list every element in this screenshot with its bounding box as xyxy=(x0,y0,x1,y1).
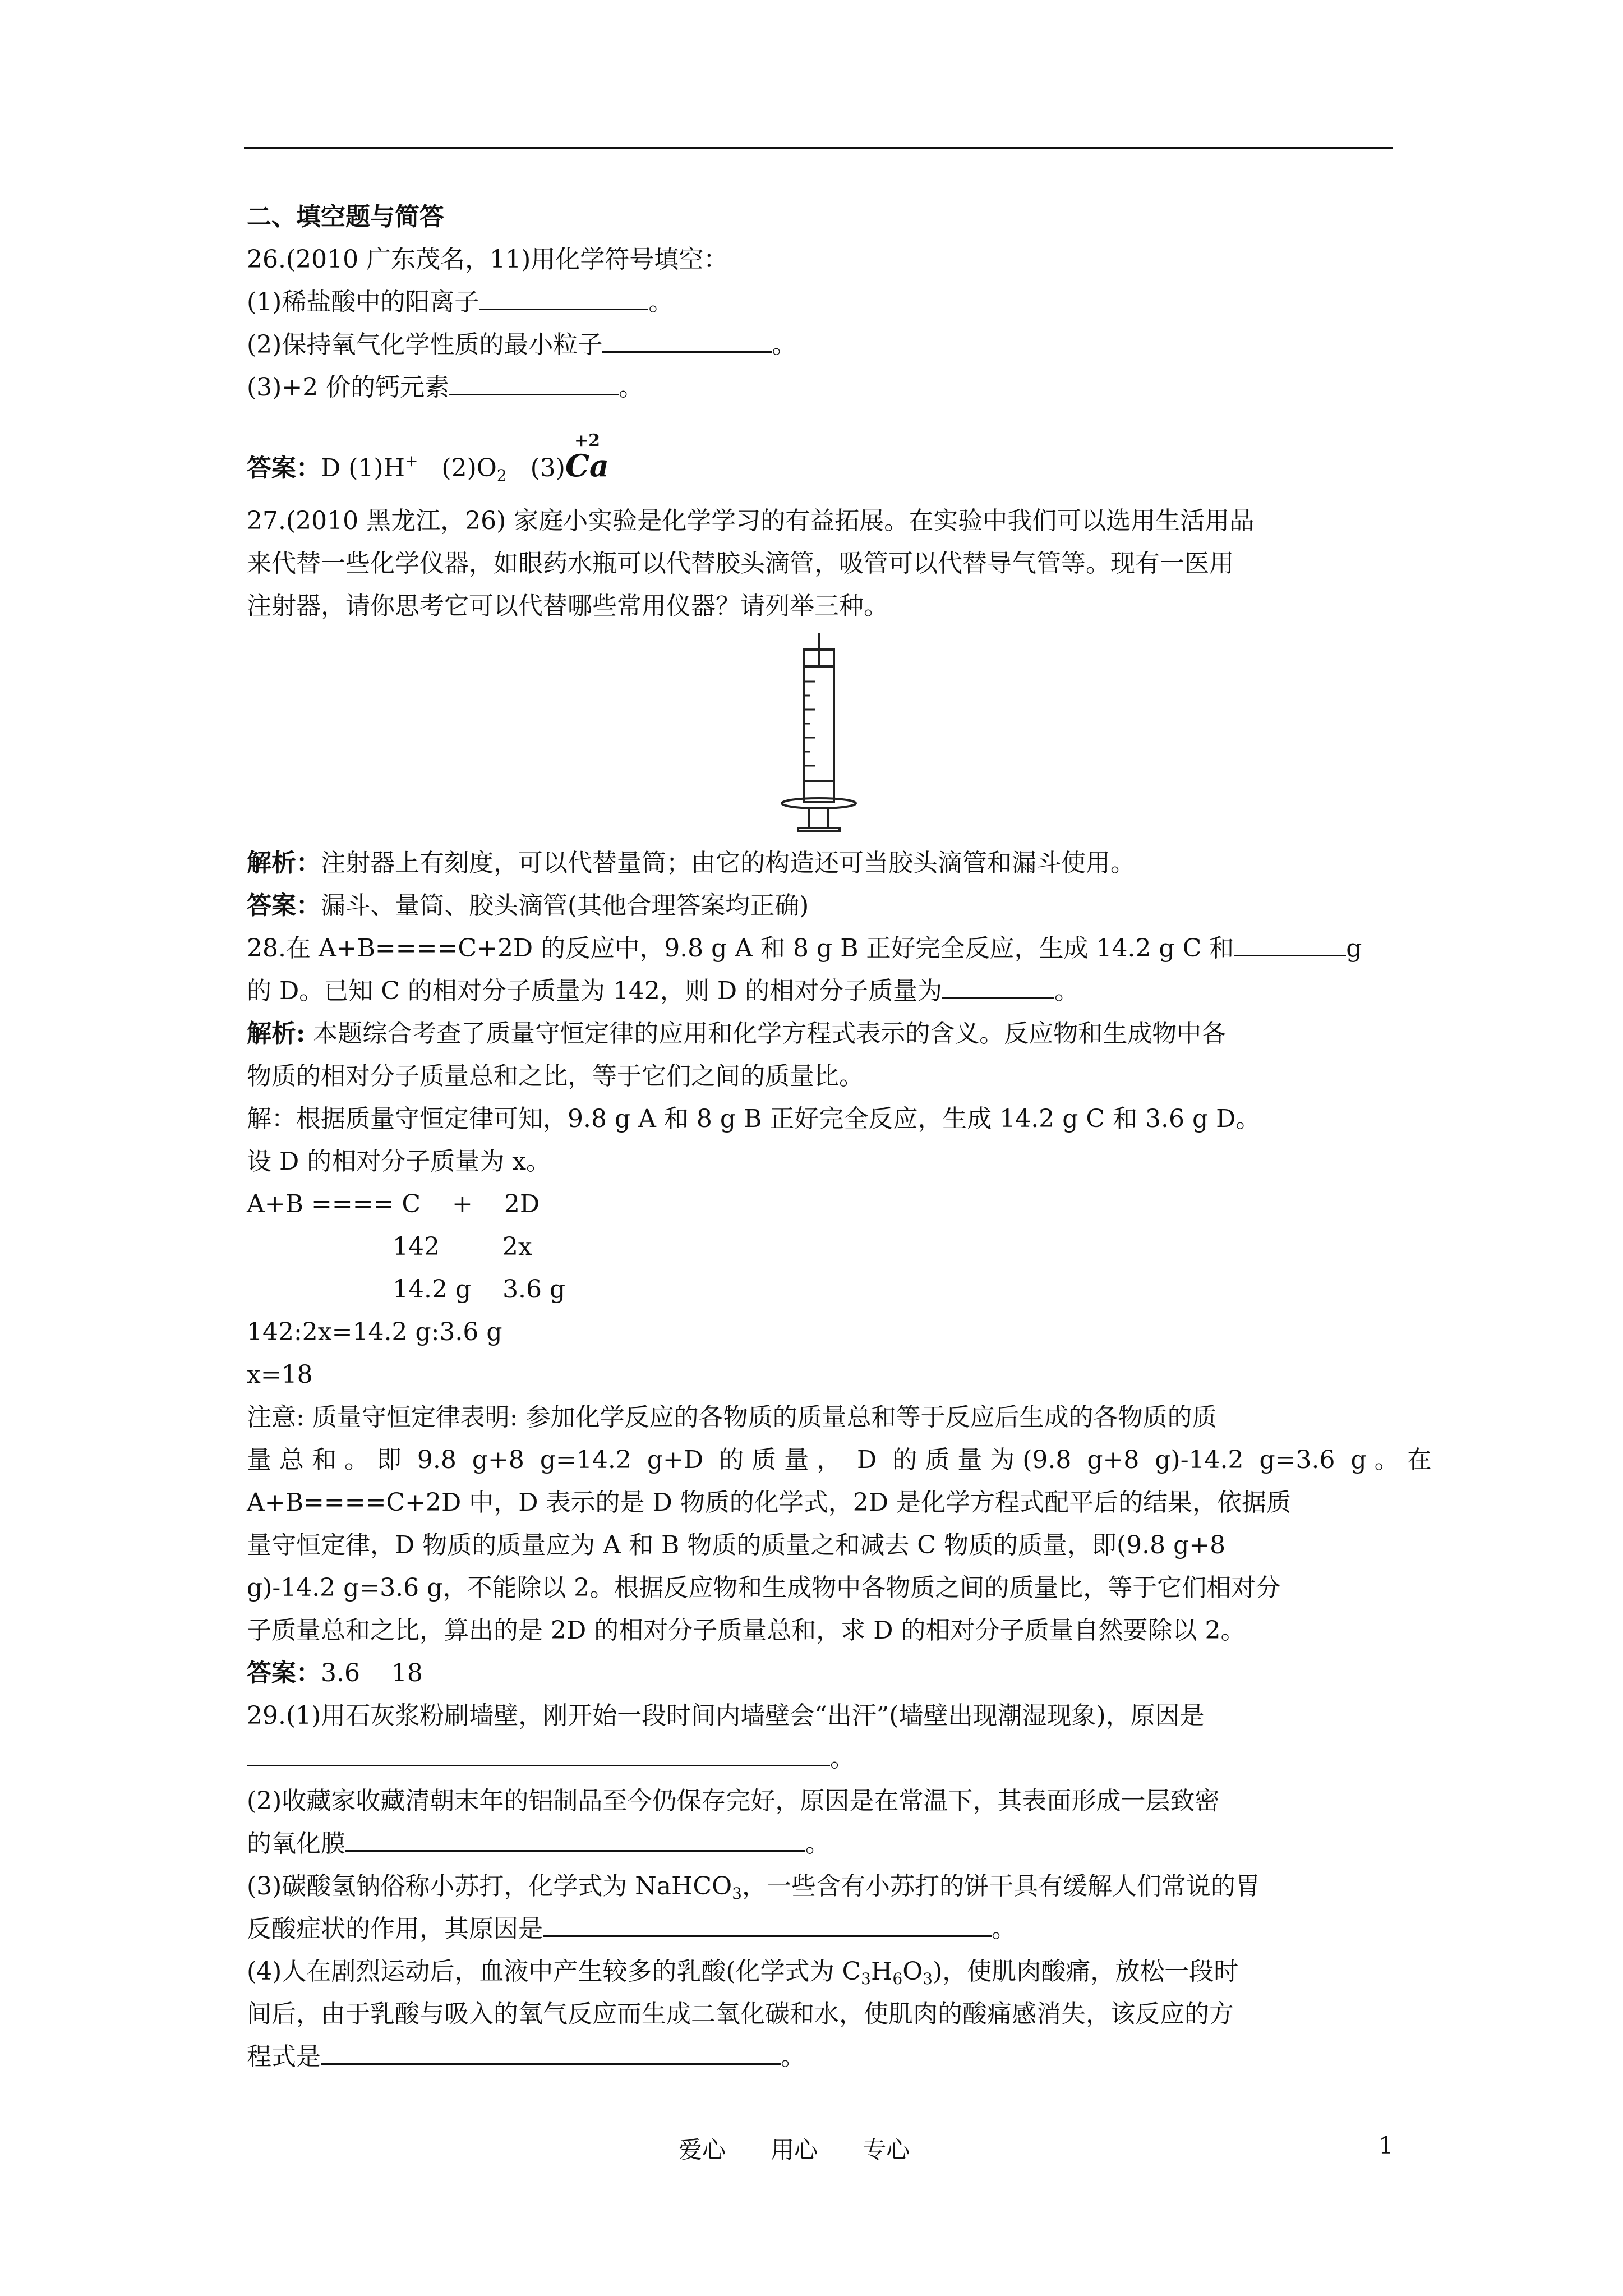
q28-ratio: 142:2x=14.2 g:3.6 g xyxy=(247,1318,502,1346)
calcium-valence: +2 Ca xyxy=(565,431,609,484)
syringe-figure xyxy=(777,628,861,836)
answer-blank[interactable] xyxy=(321,2041,781,2065)
footer-motto: 爱心 用心 专心 xyxy=(679,2136,910,2164)
q26-part2: (2)保持氧气化学性质的最小粒子 。 xyxy=(247,328,796,362)
q28-line2: 的 D。已知 C 的相对分子质量为 142，则 D 的相对分子质量为 。 xyxy=(247,974,1079,1008)
q28-solution-line1: 解：根据质量守恒定律可知，9.8 g A 和 8 g B 正好完全反应，生成 14.2 g C 和 3.6 g D。 xyxy=(247,1105,1261,1133)
q28-note-line3: A+B====C+2D 中，D 表示的是 D 物质的化学式，2D 是化学方程式配平后的结果，依据质 xyxy=(247,1488,1292,1517)
q28-equation-mr: 142 2x xyxy=(393,1232,532,1261)
header-rule xyxy=(244,147,1393,149)
page-number: 1 xyxy=(1378,2132,1394,2159)
q28-note-line4: 量守恒定律，D 物质的质量应为 A 和 B 物质的质量之和减去 C 物质的质量，即(9.8 g+8 xyxy=(247,1531,1226,1559)
q28-note-line2: 量 总 和 。 即 9.8 g+8 g=14.2 g+D 的 质 量 ， D 的 质 量 为 (9.8 g+8 g)-14.2 g=3.6 g 。 在 xyxy=(247,1446,1432,1474)
q27-answer: 答案：漏斗、量筒、胶头滴管(其他合理答案均正确) xyxy=(247,891,809,920)
q26-part1: (1)稀盐酸中的阳离子 。 xyxy=(247,286,673,319)
q29-part1-line2: 。 xyxy=(247,1742,855,1775)
q28-solution-line2: 设 D 的相对分子质量为 x。 xyxy=(247,1147,551,1176)
q28-note-line6: 子质量总和之比，算出的是 2D 的相对分子质量总和，求 D 的相对分子质量自然要除以 2。 xyxy=(247,1616,1246,1645)
q27-line1: 27.(2010 黑龙江，26) 家庭小实验是化学学习的有益拓展。在实验中我们可以选用生活用品 xyxy=(247,507,1255,535)
q28-line1: 28.在 A+B====C+2D 的反应中，9.8 g A 和 8 g B 正好完全反应，生成 14.2 g C 和 g xyxy=(247,932,1362,965)
q29-part4-line1: (4)人在剧烈运动后，血液中产生较多的乳酸(化学式为 $C_3H_6O_3$)，使肌肉酸痛，放松一段时 xyxy=(247,1957,1239,1988)
q26-stem: 26.(2010 广东茂名，11)用化学符号填空： xyxy=(247,245,728,274)
q28-answer: 答案：3.6 18 xyxy=(247,1659,423,1687)
q27-line3: 注射器，请你思考它可以代替哪些常用仪器？请列举三种。 xyxy=(247,592,888,620)
q29-part4-line3: 程式是 。 xyxy=(247,2040,805,2074)
section-title: 二、填空题与简答 xyxy=(247,203,444,231)
answer-blank[interactable] xyxy=(543,1913,992,1937)
q27-line2: 来代替一些化学仪器，如眼药水瓶可以代替胶头滴管，吸管可以代替导气管等。现有一医用 xyxy=(247,549,1234,578)
q28-equation-mass: 14.2 g 3.6 g xyxy=(393,1275,566,1304)
answer-blank[interactable] xyxy=(449,371,619,395)
q28-analysis-line1: 解析: 本题综合考查了质量守恒定律的应用和化学方程式表示的含义。反应物和生成物中各 xyxy=(247,1019,1227,1048)
q29-part2-line2: 的氧化膜 。 xyxy=(247,1827,830,1861)
q28-analysis-line2: 物质的相对分子质量总和之比，等于它们之间的质量比。 xyxy=(247,1062,864,1091)
q27-analysis: 解析：注射器上有刻度，可以代替量筒；由它的构造还可当胶头滴管和漏斗使用。 xyxy=(247,849,1135,877)
q29-part3-line1: (3)碳酸氢钠俗称小苏打，化学式为 NaHCO$_3$，一些含有小苏打的饼干具有缓解人们常说的胃 xyxy=(247,1872,1260,1903)
q28-note-line1: 注意: 质量守恒定律表明: 参加化学反应的各物质的质量总和等于反应后生成的各物质的质 xyxy=(247,1403,1217,1432)
answer-blank[interactable] xyxy=(602,329,772,353)
q28-equation: A+B ==== C + 2D xyxy=(247,1190,540,1218)
q29-part1-line1: 29.(1)用石灰浆粉刷墙壁，刚开始一段时间内墙壁会“出汗”(墙壁出现潮湿现象)，原因是 xyxy=(247,1701,1205,1730)
q29-part3-line2: 反酸症状的作用，其原因是 。 xyxy=(247,1912,1016,1946)
answer-blank[interactable] xyxy=(1234,932,1346,956)
q26-part3: (3)+2 价的钙元素 。 xyxy=(247,371,643,404)
answer-blank[interactable] xyxy=(479,286,648,310)
q28-result: x=18 xyxy=(247,1360,313,1389)
q26-answer: 答案：D (1)H+ $(2)O_2$ (3) +2 Ca xyxy=(247,431,609,485)
answer-blank[interactable] xyxy=(345,1828,805,1852)
q28-note-line5: g)-14.2 g=3.6 g，不能除以 2。根据反应物和生成物中各物质之间的质量比，等于它们相对分 xyxy=(247,1573,1281,1602)
q29-part4-line2: 间后，由于乳酸与吸入的氧气反应而生成二氧化碳和水，使肌肉的酸痛感消失，该反应的方 xyxy=(247,2000,1234,2028)
q29-part2-line1: (2)收藏家收藏清朝末年的铝制品至今仍保存完好，原因是在常温下，其表面形成一层致密 xyxy=(247,1787,1220,1815)
answer-blank[interactable] xyxy=(942,975,1054,999)
answer-blank[interactable] xyxy=(247,1742,830,1766)
